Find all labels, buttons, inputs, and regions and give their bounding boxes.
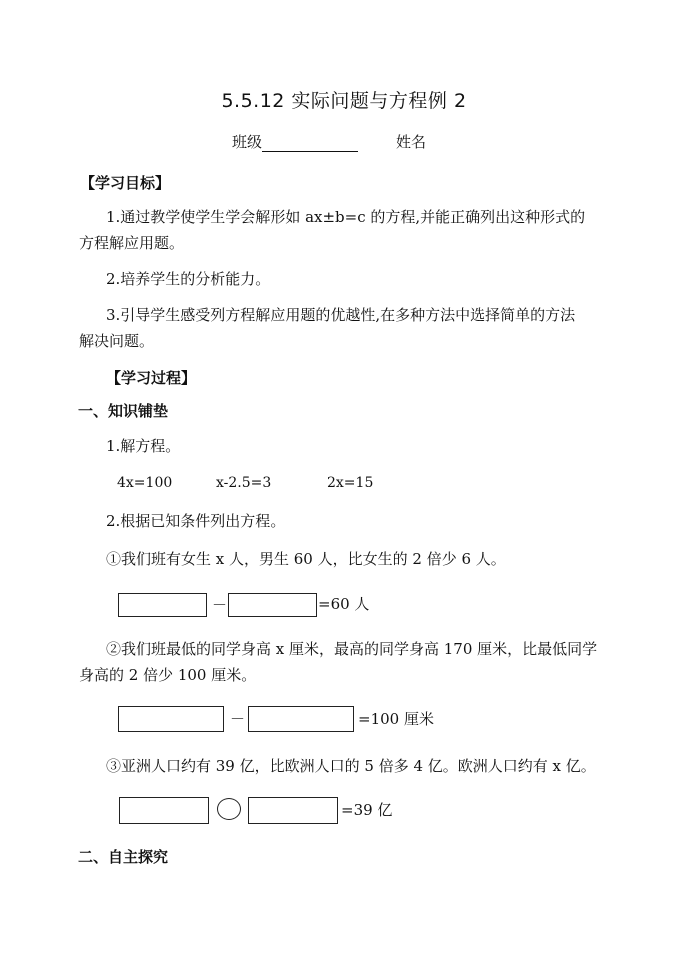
goal-item-3-line-2: 解决问题。: [79, 332, 155, 350]
page-title: 5.5.12 实际问题与方程例 2: [221, 90, 467, 112]
goal-item-2: 2.培养学生的分析能力。: [106, 270, 271, 288]
class-label: 班级: [232, 133, 263, 151]
section-1-heading: 一、知识铺垫: [78, 402, 169, 420]
problem-3-box-1[interactable]: [119, 797, 209, 824]
goal-item-3-line-1: 3.引导学生感受列方程解应用题的优越性,在多种方法中选择简单的方法: [106, 306, 576, 324]
class-name-line: [232, 131, 426, 152]
problem-3-text: ③亚洲人口约有 39 亿，比欧洲人口的 5 倍多 4 亿。欧洲人口约有 x 亿。: [106, 757, 596, 775]
process-heading: 【学习过程】: [106, 369, 197, 387]
class-blank[interactable]: [262, 136, 358, 152]
problem-1-box-1[interactable]: [118, 593, 207, 617]
operator-circle[interactable]: [217, 798, 241, 820]
problem-3-box-2[interactable]: [248, 797, 338, 824]
problem-2-text-line-1: ②我们班最低的同学身高 x 厘米，最高的同学身高 170 厘米，比最低同学: [106, 640, 598, 658]
equation-2: x-2.5=3: [216, 475, 272, 491]
equation-1: 4x=100: [117, 475, 173, 491]
problem-2-result: =100 厘米: [358, 710, 434, 728]
problem-3-result: =39 亿: [341, 801, 393, 819]
problem-1-text: ①我们班有女生 x 人，男生 60 人，比女生的 2 倍少 6 人。: [106, 550, 506, 568]
problem-1-result: =60 人: [318, 595, 370, 613]
problem-2-operator: －: [230, 710, 246, 728]
problem-1-box-2[interactable]: [228, 593, 317, 617]
name-label: 姓名: [396, 133, 427, 151]
section-2-heading: 二、自主探究: [78, 848, 169, 866]
goal-item-1-line-2: 方程解应用题。: [79, 234, 185, 252]
goal-item-1-line-1: 1.通过教学使学生学会解形如 ax±b=c 的方程,并能正确列出这种形式的: [106, 208, 586, 226]
problem-2-text-line-2: 身高的 2 倍少 100 厘米。: [79, 666, 257, 684]
equation-3: 2x=15: [327, 475, 374, 491]
question-1-label: 1.解方程。: [106, 437, 181, 455]
problem-2-box-2[interactable]: [248, 706, 354, 732]
problem-1-operator: －: [212, 596, 228, 614]
goals-heading: 【学习目标】: [80, 174, 171, 192]
problem-2-box-1[interactable]: [118, 706, 224, 732]
question-2-label: 2.根据已知条件列出方程。: [106, 512, 286, 530]
